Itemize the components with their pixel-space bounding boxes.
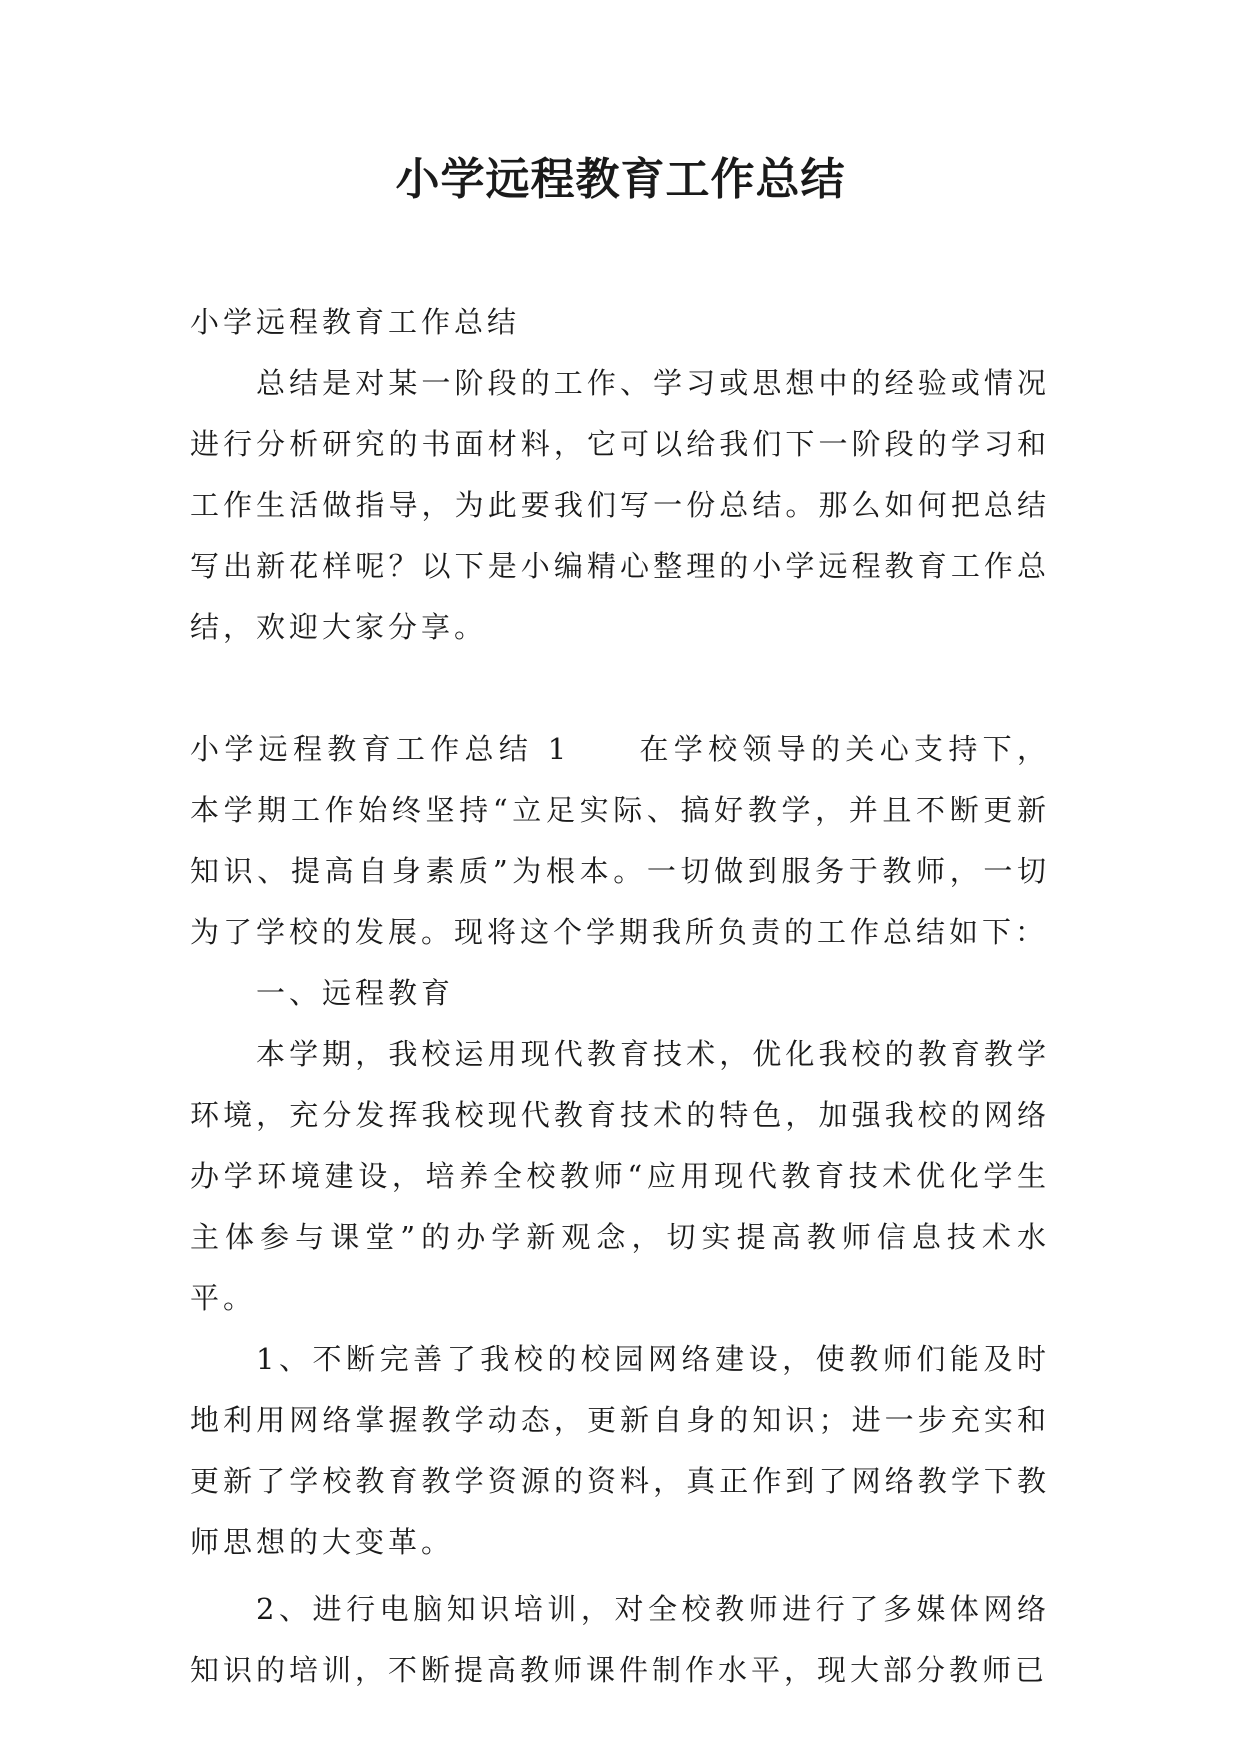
document-title: 小学远程教育工作总结 [395,154,846,205]
paragraph-semester: 本学期，我校运用现代教育技术，优化我校的教育教学环境，充分发挥我校现代教育技术的特色，加强我校的网络办学环境建设，培养全校教师“应用现代教育技术优化学生主体参与课堂”的办学新观念，切实提高教师信息技术水平。 [190,1037,1050,1315]
list-item-2: 2、进行电脑知识培训，对全校教师进行了多媒体网络知识的培训，不断提高教师课件制作水平，现大部分教师已 [190,1592,1050,1687]
document-body [190,292,1050,1701]
paragraph-spacer [190,658,1050,719]
list-item-1: 1、不断完善了我校的校园网络建设，使教师们能及时地利用网络掌握教学动态，更新自身的知识；进一步充实和更新了学校教育教学资源的资料，真正作到了网络教学下教师思想的大变革。 [190,1342,1050,1559]
intro-paragraph: 总结是对某一阶段的工作、学习或思想中的经验或情况进行分析研究的书面材料，它可以给我们下一阶段的学习和工作生活做指导，为此要我们写一份总结。那么如何把总结写出新花样呢？以下是小编精心整理的小学远程教育工作总结，欢迎大家分享。 [190,366,1050,644]
document-heading: 小学远程教育工作总结 [190,305,521,339]
subheading-remote-education: 一、远程教育 [256,976,455,1010]
section-1-label: 小学远程教育工作总结 1 [190,732,571,766]
section-1-text: 在学校领导的关心支持下，本学期工作始终坚持“立足实际、搞好教学，并且不断更新知识、提高自身素质”为根本。一切做到服务于教师，一切为了学校的发展。现将这个学期我所负责的工作总结如下： [190,732,1050,949]
section-1-paragraph [190,719,1050,963]
